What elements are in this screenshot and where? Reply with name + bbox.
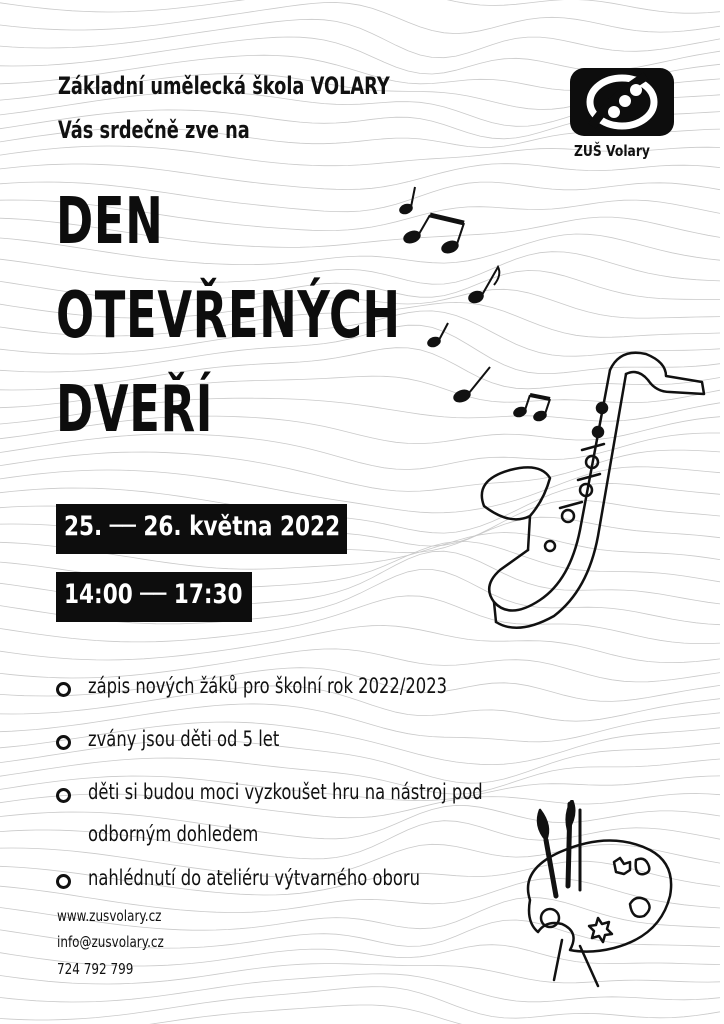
phone-number: 724 792 799	[57, 960, 134, 978]
headline-line-3: DVEŘÍ	[56, 373, 214, 447]
saxophone-icon	[470, 340, 710, 640]
wave-line	[0, 19, 720, 57]
email-link[interactable]: info@zusvolary.cz	[57, 933, 164, 951]
paint-palette-icon	[510, 800, 680, 990]
website-link[interactable]: www.zusvolary.cz	[57, 907, 162, 925]
bullet-circle-icon	[56, 682, 71, 697]
zus-volary-logo-icon	[570, 68, 674, 136]
list-item-continuation: odborným dohledem	[88, 822, 259, 846]
bullet-circle-icon	[56, 874, 71, 889]
school-name-line: Základní umělecká škola VOLARY	[58, 72, 390, 100]
wave-line	[0, 0, 720, 13]
bullet-circle-icon	[56, 735, 71, 750]
date-badge: 25. ── 26. května 2022	[56, 504, 347, 554]
headline-line-2: OTEVŘENÝCH	[56, 279, 401, 353]
invitation-line: Vás srdečně zve na	[58, 116, 250, 144]
wave-line	[0, 987, 720, 1020]
headline-line-1: DEN	[56, 185, 164, 259]
bullet-circle-icon	[56, 788, 71, 803]
time-badge: 14:00 ── 17:30	[56, 572, 252, 622]
logo-caption: ZUŠ Volary	[574, 142, 650, 160]
wave-line	[0, 3, 720, 34]
